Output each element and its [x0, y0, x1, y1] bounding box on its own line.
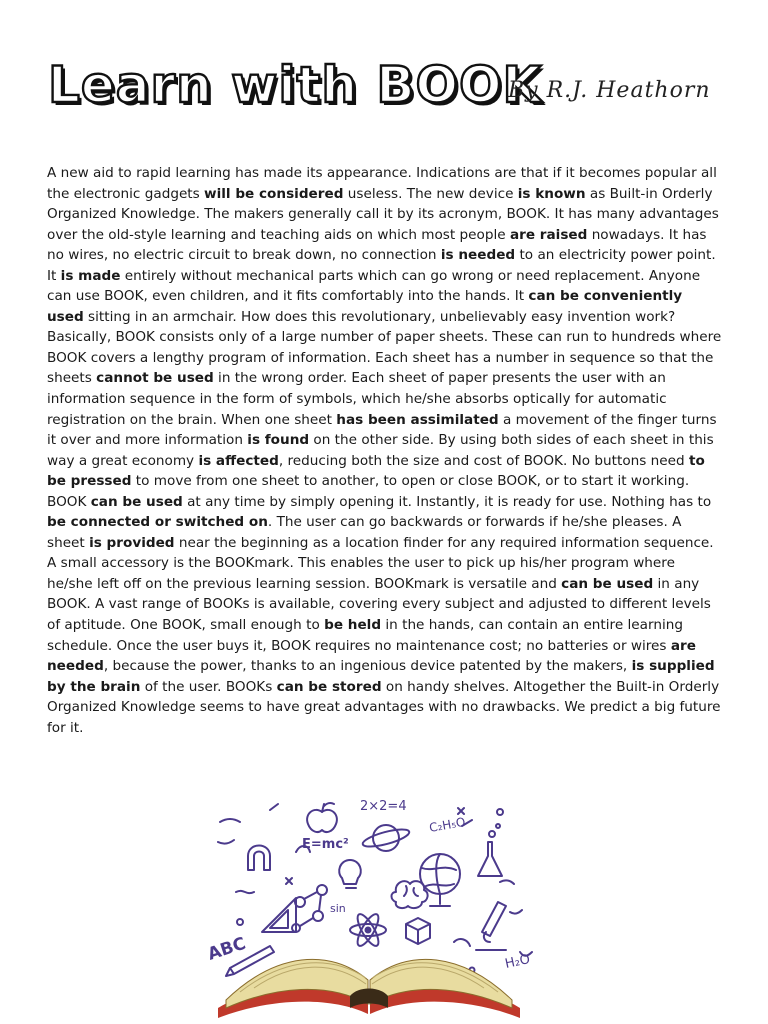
chem-label: C₂H₅O	[428, 814, 467, 835]
apple-icon	[307, 803, 337, 832]
text-run: in the wrong order. Each sheet of paper presents the user with an information sequence in the form of symbols, which he/she absorbs optically for automatic registration on the brain. When one sheet	[47, 370, 667, 428]
bold-passive-phrase: is provided	[89, 534, 175, 551]
flask-icon	[478, 824, 502, 876]
bold-passive-phrase: is made	[60, 267, 121, 284]
text-run: sitting in an armchair. How does this revolutionary, unbelievably easy invention work? Basically, BOOK consists only of a large number of paper sheets. These can run to hundreds where BOOK covers a lengthy program of information. Each sheet has a number in sequence so that the sheets	[47, 308, 722, 387]
text-run: in the hands, can contain an entire learning schedule. Once the user buys it, BOOK requires no maintenance cost; no batteries or wires	[47, 617, 683, 654]
bold-passive-phrase: can be stored	[276, 678, 382, 695]
bold-passive-phrase: be held	[324, 617, 382, 634]
text-run: A new aid to rapid learning has made its appearance. Indications are that if it becomes popular all the electronic gadgets	[47, 165, 717, 202]
bold-passive-phrase: has been assimilated	[336, 411, 499, 428]
globe-icon	[420, 854, 460, 906]
bold-passive-phrase: will be considered	[204, 185, 344, 202]
molecule-icon	[292, 885, 327, 932]
author-signature: By R.J. Heathorn	[508, 78, 711, 103]
text-run: on the other side. By using both sides of each sheet in this way a great economy	[47, 432, 714, 469]
text-run: useless. The new device	[343, 185, 518, 202]
header	[42, 50, 732, 120]
bold-passive-phrase: is affected	[198, 452, 279, 469]
text-run: in any BOOK. A vast range of BOOKs is available, covering every subject and adjusted to different levels of aptitude. One BOOK, small enough to	[47, 575, 711, 634]
bold-passive-phrase: are needed	[47, 637, 696, 675]
lightbulb-icon	[339, 860, 361, 888]
text-run: . The user can go backwards or forwards if he/she pleases. A sheet	[47, 514, 682, 551]
text-run: at any time by simply opening it. Instantly, it is ready for use. Nothing has to	[182, 493, 712, 510]
book-illustration	[200, 782, 540, 1018]
article-paragraph	[47, 163, 723, 738]
microscope-icon	[476, 902, 506, 950]
text-run: , reducing both the size and cost of BOOK. No buttons need	[278, 452, 689, 469]
cube-icon	[406, 918, 430, 944]
bold-passive-phrase: can be used	[561, 575, 654, 592]
text-run: near the beginning as a location finder for any required information sequence. A small accessory is the BOOKmark. This enables the user to pick up his/her program where he/she left off on the previous learning session. BOOKmark is versatile and	[47, 534, 714, 592]
text-run: of the user. BOOKs	[140, 678, 277, 695]
abc-label: ABC	[205, 933, 249, 965]
article-body	[47, 163, 723, 738]
magnet-icon	[248, 846, 270, 871]
bold-passive-phrase: to be pressed	[47, 452, 705, 490]
bold-passive-phrase: can be used	[90, 493, 183, 510]
set-square-icon	[262, 898, 296, 932]
text-run: , because the power, thanks to an ingenious device patented by the makers,	[103, 658, 632, 675]
bold-passive-phrase: is needed	[440, 247, 516, 264]
bold-passive-phrase: are raised	[509, 226, 588, 243]
text-run: to move from one sheet to another, to open or close BOOK, or to start it working. BOOK	[47, 473, 690, 510]
bold-passive-phrase: be connected or switched on	[47, 514, 268, 531]
brain-icon	[392, 881, 428, 908]
formula-label: 2×2=4	[360, 799, 407, 814]
bold-passive-phrase: is known	[517, 185, 586, 202]
sin-label: sin	[330, 902, 346, 915]
text-run: a movement of the finger turns it over and more information	[47, 411, 717, 449]
text-run: on handy shelves. Altogether the Built-in Orderly Organized Knowledge seems to have great advantages with no drawbacks. We predict a big future for it.	[47, 678, 721, 736]
water-label: H₂O	[503, 951, 532, 972]
energy-label: E=mc²	[302, 837, 349, 852]
bold-passive-phrase: can be conveniently used	[47, 288, 683, 325]
bold-passive-phrase: is found	[247, 432, 310, 449]
page-title: Learn with BOOK	[48, 56, 543, 114]
text-run: to an electricity power point. It	[47, 247, 716, 284]
text-run: as Built-in Orderly Organized Knowledge. The makers generally call it by its acronym, BOOK. It has many advantages over the old-style learning and teaching aids on which most people	[47, 185, 719, 243]
text-run: nowadays. It has no wires, no electric circuit to break down, no connection	[47, 226, 707, 264]
atom-icon	[350, 911, 386, 948]
text-run: entirely without mechanical parts which can go wrong or need replacement. Anyone can use BOOK, even children, and it fits comfortably into the hands. It	[47, 267, 701, 305]
bold-passive-phrase: is supplied by the brain	[47, 658, 715, 695]
planet-icon	[361, 825, 410, 851]
bold-passive-phrase: cannot be used	[96, 370, 214, 387]
